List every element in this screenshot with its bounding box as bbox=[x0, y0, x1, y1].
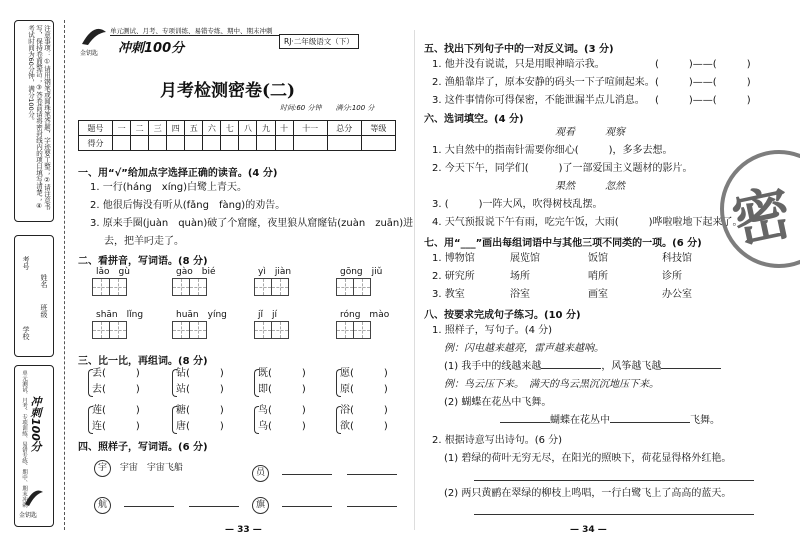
score-cell-3[interactable] bbox=[149, 136, 167, 151]
q8-poem-1-answer-line[interactable] bbox=[474, 480, 754, 481]
number-label: 考号 bbox=[22, 256, 30, 270]
center-divider bbox=[414, 30, 415, 530]
score-table bbox=[78, 120, 396, 151]
writing-cell[interactable] bbox=[92, 278, 110, 296]
q4-char-3: 旗 bbox=[252, 497, 269, 514]
secret-stamp bbox=[710, 140, 800, 280]
q7-word[interactable]: 场所 bbox=[510, 271, 530, 282]
score-cell-8[interactable] bbox=[239, 136, 257, 151]
q8-s2-blank-b[interactable] bbox=[610, 422, 690, 423]
side-bottom-logo: 金钥匙 bbox=[19, 512, 38, 519]
score-header-3: 三 bbox=[149, 121, 167, 136]
score-header-5: 五 bbox=[185, 121, 203, 136]
logo-icon-bottom bbox=[23, 486, 45, 508]
score-header-row bbox=[79, 121, 396, 136]
q8-sentence-2-answer bbox=[500, 414, 720, 427]
q7-word[interactable]: 3. 教室 bbox=[432, 289, 465, 300]
q1-item-3: 3. 原来手圈(juàn quàn)破了个窟窿，夜里狼从窟窿钻(zuàn zuān)进 bbox=[90, 218, 414, 229]
q1-item-2: 2. 他很后悔没有听从(fǎng fàng)的劝告。 bbox=[90, 200, 286, 211]
score-header-11: 十一 bbox=[293, 121, 327, 136]
q8-s1-blank-b[interactable] bbox=[661, 368, 721, 369]
score-cell-5[interactable] bbox=[185, 136, 203, 151]
brand-box-bottom bbox=[14, 365, 54, 527]
score-header-2: 二 bbox=[131, 121, 149, 136]
q5-item: 3. 这件事情你可得保密，不能泄漏半点儿消息。 bbox=[432, 95, 645, 106]
compare-item: 即( ) bbox=[258, 384, 306, 395]
compare-item: 浴( ) bbox=[340, 405, 388, 416]
writing-cell[interactable] bbox=[336, 321, 354, 339]
score-cell-2[interactable] bbox=[131, 136, 149, 151]
score-cell-9[interactable] bbox=[257, 136, 275, 151]
score-cell-12[interactable] bbox=[327, 136, 361, 151]
q7-word[interactable]: 展览馆 bbox=[510, 253, 540, 264]
score-header-10: 十 bbox=[275, 121, 293, 136]
q8-sub-2: 2. 根据诗意写出诗句。(6 分) bbox=[432, 435, 563, 446]
q8-example-1: 例：闪电越来越亮，雷声越来越响。 bbox=[444, 343, 604, 354]
q4-example-char: 宇 bbox=[94, 460, 111, 477]
school-label: 学校 bbox=[22, 326, 30, 340]
side-strip bbox=[6, 20, 68, 530]
page-number-right: — 34 — bbox=[570, 525, 607, 535]
compare-item: 去( ) bbox=[92, 384, 140, 395]
writing-cell[interactable] bbox=[189, 321, 207, 339]
compare-item: 欲( ) bbox=[340, 421, 388, 432]
logo-icon bbox=[80, 24, 108, 46]
writing-cell[interactable] bbox=[271, 321, 289, 339]
compare-item: 鸟( ) bbox=[258, 405, 306, 416]
compare-item: 糖( ) bbox=[176, 405, 224, 416]
q7-title: 七、用“___”画出每组词语中与其他三项不同类的一项。(6 分) bbox=[424, 238, 702, 249]
writing-cell[interactable] bbox=[109, 321, 127, 339]
q6-words-1: 观看 观察 bbox=[555, 127, 625, 138]
writing-grid bbox=[92, 321, 126, 339]
left-header bbox=[74, 22, 384, 62]
writing-cell[interactable] bbox=[172, 321, 190, 339]
score-cell-11[interactable] bbox=[293, 136, 327, 151]
q6-item-1: 1. 大自然中的指南针需要你细心( )，多多去想。 bbox=[432, 145, 673, 156]
score-header-1: 一 bbox=[113, 121, 131, 136]
q1-item-3-cont: 去，把羊叼走了。 bbox=[104, 236, 184, 247]
q8-poem-1: (1) 碧绿的荷叶无穷无尽，在阳光的照映下，荷花显得格外红艳。 bbox=[444, 453, 732, 464]
q7-word[interactable]: 办公室 bbox=[662, 289, 692, 300]
score-header-13: 等级 bbox=[361, 121, 395, 136]
compare-item: 站( ) bbox=[176, 384, 224, 395]
q4-example-row bbox=[94, 460, 183, 477]
q4-char-2: 航 bbox=[94, 497, 111, 514]
q6-title: 六、选词填空。(4 分) bbox=[424, 114, 524, 125]
q4-blank-3b[interactable] bbox=[347, 506, 397, 507]
compare-item: 钻( ) bbox=[176, 368, 224, 379]
pinyin-label: shān lǐng bbox=[96, 310, 144, 320]
score-header-7: 七 bbox=[221, 121, 239, 136]
q8-sentence-1 bbox=[444, 360, 721, 373]
name-label: 姓名 bbox=[40, 274, 48, 288]
q7-word[interactable]: 2. 研究所 bbox=[432, 271, 475, 282]
bracket bbox=[88, 406, 93, 434]
pinyin-label: gào bié bbox=[176, 267, 216, 277]
score-cell-13[interactable] bbox=[361, 136, 395, 151]
q7-word[interactable]: 科技馆 bbox=[662, 253, 692, 264]
q8-example-2: 例：鸟云压下来。 满天的鸟云黑沉沉地压下来。 bbox=[444, 379, 659, 390]
writing-cell[interactable] bbox=[271, 278, 289, 296]
bracket bbox=[336, 406, 341, 434]
bracket bbox=[172, 406, 177, 434]
side-bottom-title: 冲刺100分 bbox=[29, 396, 42, 452]
score-row-label: 得分 bbox=[79, 136, 113, 151]
q8-sentence-2: (2) 蝴蝶在花丛中飞舞。 bbox=[444, 397, 552, 408]
q4-char-1: 员 bbox=[252, 465, 269, 482]
q6-item-3: 3. ( )一阵大风，吹得树枝乱摆。 bbox=[432, 199, 603, 210]
writing-grid bbox=[254, 278, 288, 296]
q8-s1-mid: ，风筝越飞越 bbox=[601, 361, 662, 372]
q7-word[interactable]: 诊所 bbox=[662, 271, 682, 282]
q6-item-2: 2. 今天下午，同学们( )了一部爱国主义题材的影片。 bbox=[432, 163, 693, 174]
bracket bbox=[172, 369, 177, 397]
writing-cell[interactable] bbox=[336, 278, 354, 296]
q8-title: 八、按要求完成句子练习。(10 分) bbox=[424, 310, 581, 321]
q7-word[interactable]: 1. 博物馆 bbox=[432, 253, 475, 264]
stamp-char: 密 bbox=[726, 177, 798, 257]
writing-grid bbox=[336, 278, 370, 296]
compare-item: 愿( ) bbox=[340, 368, 388, 379]
q8-s2-end: 飞舞。 bbox=[690, 415, 720, 426]
pinyin-label: huān yíng bbox=[176, 310, 227, 320]
writing-cell[interactable] bbox=[254, 278, 272, 296]
compare-item: 莲( ) bbox=[92, 405, 140, 416]
page-title: 月考检测密卷(二) bbox=[160, 81, 296, 101]
compare-item: 乌( ) bbox=[258, 421, 306, 432]
writing-cell[interactable] bbox=[172, 278, 190, 296]
score-header-12: 总分 bbox=[327, 121, 361, 136]
compare-item: 丢( ) bbox=[92, 368, 140, 379]
score-header-6: 六 bbox=[203, 121, 221, 136]
score-cell-7[interactable] bbox=[221, 136, 239, 151]
q6-words-2: 果然 忽然 bbox=[555, 181, 625, 192]
q8-sub-1: 1. 照样子，写句子。(4 分) bbox=[432, 325, 553, 336]
q4-blank-1b[interactable] bbox=[347, 474, 397, 475]
q8-s2-mid: 蝴蝶在花丛中 bbox=[550, 415, 610, 426]
score-cell-6[interactable] bbox=[203, 136, 221, 151]
writing-cell[interactable] bbox=[189, 278, 207, 296]
q4-title: 四、照样子，写词语。(6 分) bbox=[78, 442, 208, 453]
pinyin-label: yì jiàn bbox=[258, 267, 292, 277]
writing-cell[interactable] bbox=[353, 278, 371, 296]
q5-title: 五、找出下列句子中的一对反义词。(3 分) bbox=[424, 44, 614, 55]
page-number-left: — 33 — bbox=[225, 525, 262, 535]
bracket bbox=[336, 369, 341, 397]
bracket bbox=[254, 406, 259, 434]
q4-item-yuan bbox=[252, 460, 397, 482]
bracket bbox=[254, 369, 259, 397]
q3-title: 三、比一比，再组词。(8 分) bbox=[78, 356, 208, 367]
writing-cell[interactable] bbox=[92, 321, 110, 339]
q1-title: 一、用“√”给加点字选择正确的读音。(4 分) bbox=[78, 168, 278, 179]
pinyin-label: jǐ jí bbox=[258, 310, 278, 320]
writing-grid bbox=[92, 278, 126, 296]
q4-item-qi bbox=[252, 492, 397, 514]
writing-cell[interactable] bbox=[254, 321, 272, 339]
compare-item: 既( ) bbox=[258, 368, 306, 379]
score-cell-1[interactable] bbox=[113, 136, 131, 151]
q7-word[interactable]: 画室 bbox=[588, 289, 608, 300]
q5-item: 2. 渔船靠岸了，原本安静的码头一下子喧闹起来。 bbox=[432, 77, 655, 88]
q7-word[interactable]: 饭馆 bbox=[588, 253, 608, 264]
q5-answer-blank[interactable]: ( )——( ) bbox=[655, 77, 751, 88]
q4-blank-1a[interactable] bbox=[282, 474, 332, 475]
writing-cell[interactable] bbox=[353, 321, 371, 339]
pinyin-label: róng mào bbox=[340, 310, 390, 320]
score-header-0: 题号 bbox=[79, 121, 113, 136]
pinyin-label: gōng jiǔ bbox=[340, 267, 383, 277]
q6-item-4: 4. 天气预报说下午有雨，吃完午饭，大雨( )哗啦啦地下起来了。 bbox=[432, 217, 743, 228]
q7-word[interactable]: 浴室 bbox=[510, 289, 530, 300]
q2-title: 二、看拼音，写词语。(8 分) bbox=[78, 256, 208, 267]
q8-poem-2-answer-line[interactable] bbox=[474, 514, 754, 515]
logo-text: 金钥匙 bbox=[80, 50, 99, 57]
grade-tag: RJ·二年级语文（下） bbox=[279, 34, 359, 49]
notice-box bbox=[14, 20, 54, 222]
score-header-8: 八 bbox=[239, 121, 257, 136]
q4-example-words: 宇宙 宇宙飞船 bbox=[119, 463, 183, 473]
brand-title: 冲刺100分 bbox=[118, 41, 185, 56]
pinyin-label: lǎo gù bbox=[96, 267, 130, 277]
q5-answer-blank[interactable]: ( )——( ) bbox=[655, 95, 751, 106]
q8-s1-blank-a[interactable] bbox=[541, 368, 601, 369]
writing-grid bbox=[172, 278, 206, 296]
score-header-9: 九 bbox=[257, 121, 275, 136]
writing-grid bbox=[172, 321, 206, 339]
dashed-cut-line bbox=[64, 20, 65, 530]
writing-grid bbox=[336, 321, 370, 339]
compare-item: 原( ) bbox=[340, 384, 388, 395]
bracket bbox=[88, 369, 93, 397]
compare-item: 唐( ) bbox=[176, 421, 224, 432]
score-header-4: 四 bbox=[167, 121, 185, 136]
compare-item: 连( ) bbox=[92, 421, 140, 432]
score-cell-4[interactable] bbox=[167, 136, 185, 151]
score-row bbox=[79, 136, 396, 151]
q4-blank-2b[interactable] bbox=[189, 506, 239, 507]
time-info: 时间:60 分钟 满分:100 分 bbox=[280, 104, 375, 112]
q7-word[interactable]: 哨所 bbox=[588, 271, 608, 282]
side-bottom-text: 单元测试、月考、专项训练、易错专练、期中、期末冲刺 bbox=[21, 370, 27, 508]
notice-text: 注意事项：①请用钢笔或圆珠笔答题，字迹要工整；②请注意书写，保持卷面整洁；③答卷前请将密封线内的项目填写清楚；④考试时间为60分钟，满分100分。 bbox=[27, 25, 51, 210]
q4-blank-3a[interactable] bbox=[282, 506, 332, 507]
q1-item-1: 1. 一行(háng xíng)白鹭上青天。 bbox=[90, 182, 248, 193]
q8-s2-blank-a[interactable] bbox=[500, 422, 550, 423]
class-label: 班级 bbox=[40, 304, 48, 318]
writing-grid bbox=[254, 321, 288, 339]
q5-item: 1. 他并没有说谎，只是用眼神暗示我。 bbox=[432, 59, 605, 70]
info-box bbox=[14, 235, 54, 357]
score-cell-10[interactable] bbox=[275, 136, 293, 151]
writing-cell[interactable] bbox=[109, 278, 127, 296]
q4-blank-2a[interactable] bbox=[124, 506, 174, 507]
q8-s1-start: (1) 我手中的线越来越 bbox=[444, 361, 542, 372]
q4-item-hang bbox=[94, 492, 239, 514]
q8-poem-2: (2) 两只黄鹂在翠绿的柳枝上鸣唱，一行白鹭飞上了高高的蓝天。 bbox=[444, 488, 732, 499]
brand-subtitle: 单元测试、月考、专项训练、易错专练、期中、期末冲刺 bbox=[110, 27, 273, 35]
q5-answer-blank[interactable]: ( )——( ) bbox=[655, 59, 751, 70]
